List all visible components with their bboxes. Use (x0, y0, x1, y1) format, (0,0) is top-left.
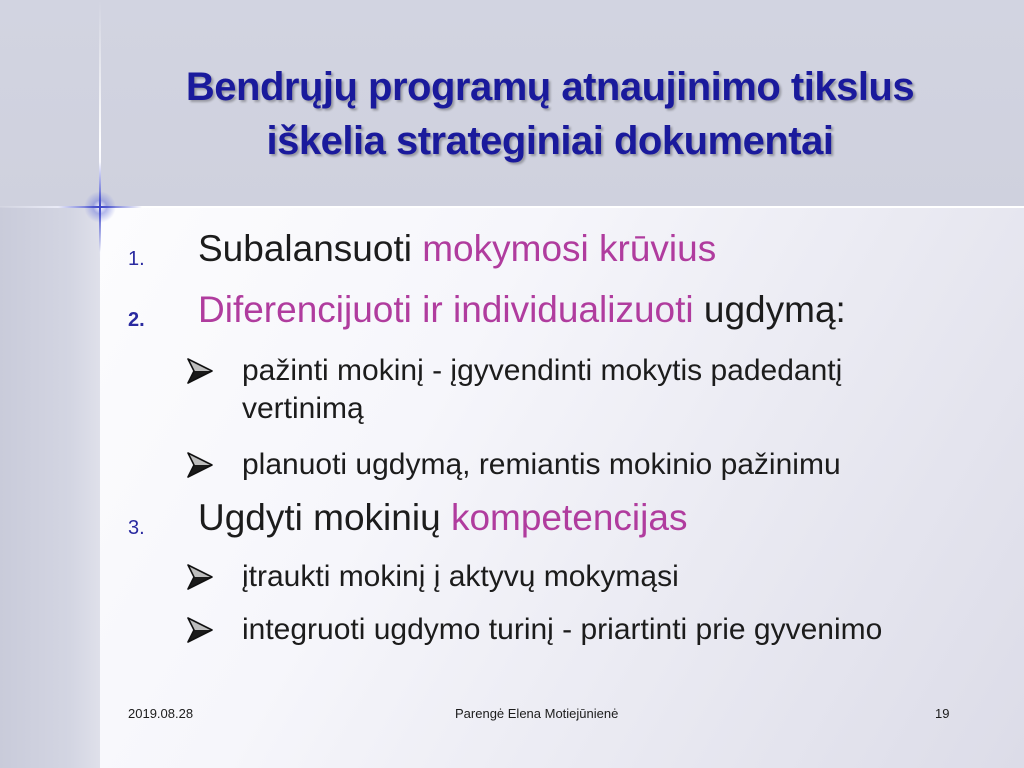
list-item-2 (128, 289, 928, 337)
sub-item-2-1-line2: vertinimą (242, 392, 364, 425)
arrow-bullet-icon (185, 559, 217, 595)
list-text-2-after: ugdymą: (693, 289, 846, 330)
sub-item-3-1-text: įtraukti mokinį į aktyvų mokymąsi (242, 560, 679, 593)
sub-item-2-1 (185, 353, 965, 429)
list-item-3 (128, 497, 928, 545)
sub-item-3-2-text: integruoti ugdymo turinį - priartinti prie gyvenimo (242, 613, 883, 646)
arrow-bullet-icon (185, 353, 217, 389)
list-text-1-plain: Subalansuoti (198, 228, 423, 269)
footer-date: 2019.08.28 (128, 706, 194, 721)
list-text-3-plain: Ugdyti mokinių (198, 497, 451, 538)
sub-item-2-1-line1: pažinti mokinį - įgyvendinti mokytis padedantį (242, 354, 843, 387)
list-number-3: 3. (128, 517, 145, 539)
sub-item-3-1 (185, 559, 965, 595)
list-text-3-highlight: kompetencijas (450, 497, 688, 538)
slide-title-line2: iškelia strateginiai dokumentai (266, 119, 834, 163)
list-number-2: 2. (128, 309, 145, 331)
footer-page-number: 19 (935, 706, 950, 721)
slide-title-line1: Bendrųjų programų atnaujinimo tikslus (185, 65, 915, 109)
list-item-1 (128, 228, 928, 276)
arrow-bullet-icon (185, 612, 217, 648)
list-text-3 (198, 497, 687, 539)
sub-item-2-2-text: planuoti ugdymą, remiantis mokinio pažinimu (242, 448, 841, 481)
sub-item-3-2 (185, 612, 965, 648)
sub-item-2-2 (185, 447, 965, 483)
list-text-1 (198, 228, 716, 270)
list-text-1-highlight: mokymosi krūvius (422, 228, 717, 269)
arrow-bullet-icon (185, 447, 217, 483)
list-text-2-highlight: Diferencijuoti ir individualizuoti (198, 289, 694, 330)
list-text-2 (198, 289, 846, 331)
footer-author: Parengė Elena Motiejūnienė (455, 706, 619, 721)
list-number-1: 1. (128, 248, 145, 270)
